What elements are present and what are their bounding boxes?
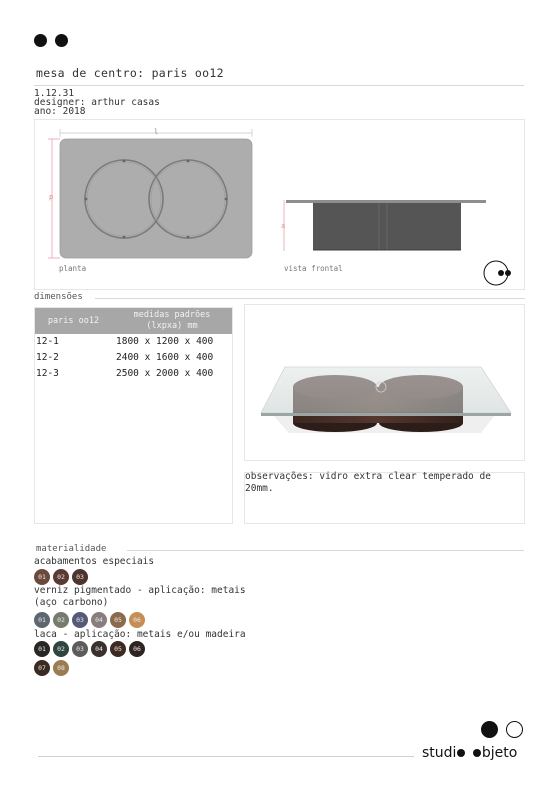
- table-header-measures-line1: medidas padrões: [133, 310, 211, 320]
- plan-label: planta: [59, 264, 87, 273]
- dim-label-p: p: [49, 193, 54, 201]
- product-code: 1.12.31: [34, 88, 75, 99]
- table-header-measures: [112, 308, 232, 334]
- table-row-1-code: 12-1: [36, 336, 59, 347]
- swatch-laca-02: 02: [53, 641, 69, 657]
- swatch-acabamentos-03: 03: [72, 569, 88, 585]
- product-render-panel: [244, 304, 525, 461]
- materials-group3-title: laca - aplicação: metais e/ou madeira: [34, 629, 246, 640]
- front-view-label: vista frontal: [284, 264, 343, 273]
- dim-label-l: l: [154, 128, 159, 136]
- materials-group2-title-line2: (aço carbono): [34, 597, 109, 608]
- swatch-laca-06: 06: [129, 641, 145, 657]
- table-header-model: [35, 308, 112, 334]
- brand-dot-1: [457, 749, 465, 757]
- materials-group1-title: acabamentos especiais: [34, 556, 155, 567]
- swatch-verniz-05: 05: [110, 612, 126, 628]
- title-divider: [34, 85, 524, 86]
- footer-divider: [38, 756, 414, 757]
- dim-label-a: a: [281, 222, 286, 230]
- swatch-verniz-03: 03: [72, 612, 88, 628]
- swatch-acabamentos-02: 02: [53, 569, 69, 585]
- technical-drawing: [35, 120, 524, 289]
- table-row-3-size: 2500 x 2000 x 400: [116, 368, 214, 379]
- swatch-laca-03: 03: [72, 641, 88, 657]
- table-header-measures-line2: (lxpxa) mm: [146, 321, 198, 331]
- brand-seal-icon: [484, 261, 511, 285]
- notes-text-line1: observações: vidro extra clear temperado de: [245, 471, 491, 482]
- table-row-2-code: 12-2: [36, 352, 59, 363]
- header-dot-right: [55, 34, 68, 47]
- dimensions-section-label: dimensões: [34, 292, 83, 302]
- swatch-laca-01: 01: [34, 641, 50, 657]
- brand-logo-left: studi: [422, 745, 457, 761]
- footer-dot-filled: [481, 721, 498, 738]
- swatch-verniz-04: 04: [91, 612, 107, 628]
- swatch-laca-04: 04: [91, 641, 107, 657]
- dimensions-divider: [95, 298, 525, 299]
- brand-dot-2: [473, 749, 481, 757]
- year-text: ano: 2018: [34, 106, 86, 117]
- product-render-image: [245, 305, 524, 460]
- table-header-model-text: paris oo12: [47, 316, 100, 326]
- header-dot-left: [34, 34, 47, 47]
- technical-drawing-panel: [34, 119, 525, 290]
- swatch-verniz-02: 02: [53, 612, 69, 628]
- footer-dot-outline: [506, 721, 523, 738]
- page-title: mesa de centro: paris oo12: [36, 66, 224, 80]
- swatch-verniz-01: 01: [34, 612, 50, 628]
- swatch-laca-08: 08: [53, 660, 69, 676]
- materials-divider: [127, 550, 524, 551]
- table-row-2-size: 2400 x 1600 x 400: [116, 352, 214, 363]
- brand-logo-right: bjeto: [481, 745, 518, 761]
- swatch-verniz-06: 06: [129, 612, 145, 628]
- materials-group2-title-line1: verniz pigmentado - aplicação: metais: [34, 585, 246, 596]
- designer-text: designer: arthur casas: [34, 97, 160, 108]
- brand-logo: [422, 745, 517, 761]
- table-row-1-size: 1800 x 1200 x 400: [116, 336, 214, 347]
- table-row-3-code: 12-3: [36, 368, 59, 379]
- swatch-laca-07: 07: [34, 660, 50, 676]
- swatch-acabamentos-01: 01: [34, 569, 50, 585]
- materials-section-label: materialidade: [36, 544, 107, 554]
- swatch-laca-05: 05: [110, 641, 126, 657]
- notes-text-line2: 20mm.: [245, 483, 274, 494]
